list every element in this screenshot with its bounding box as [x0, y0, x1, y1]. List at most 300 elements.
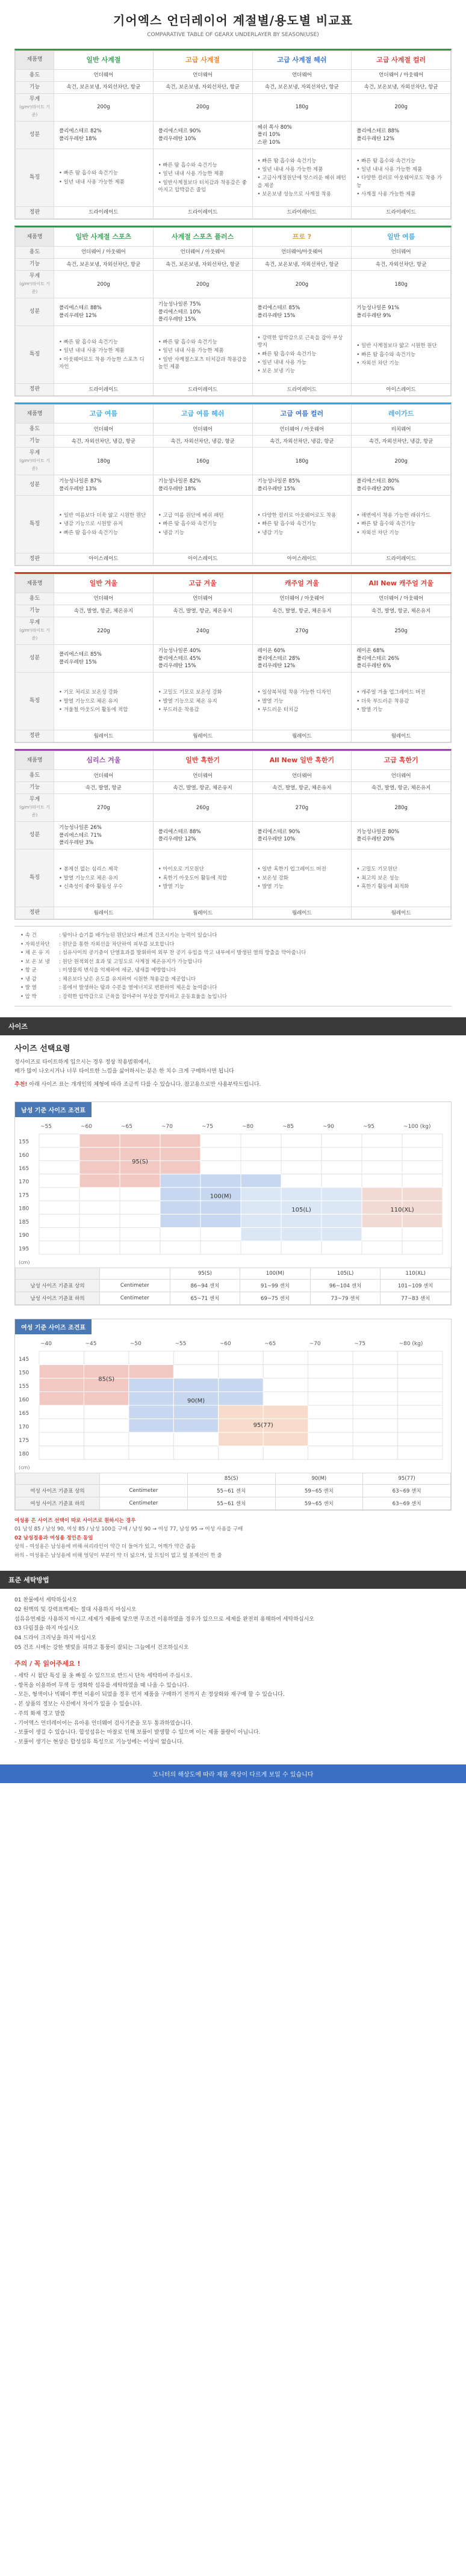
note-row [20, 993, 446, 1001]
row-sublabel: (g/m²/라이트 기준) [19, 628, 50, 641]
size-region-cell [39, 1391, 84, 1405]
size-region-cell [362, 1188, 402, 1201]
product-material [252, 822, 352, 849]
note-key: • 자외선차단 [20, 941, 50, 948]
material-item: 폴리우레탄 15% [257, 312, 296, 319]
grid-cell [84, 1405, 128, 1419]
feature-item: • 일반사계절보다 터치감과 착용감은 좋아지고 압박감은 줄임 [158, 179, 247, 193]
table-row [16, 553, 451, 565]
product-size: 웜레이드 [252, 907, 352, 919]
grid-cell [402, 1160, 443, 1174]
grid-cell [281, 1241, 322, 1254]
product-function: 속건, 보온보냉, 자외선차단, 항균 [153, 81, 252, 93]
product-name: 일반 사계절 [54, 51, 154, 70]
product-use: 언더웨어 / 아웃웨어 [54, 247, 154, 259]
material-item: 폴리우레탄 18% [59, 135, 97, 142]
weight-tick: ~45 [85, 1340, 97, 1347]
material-item: 폴리에스테르 10% [158, 309, 201, 315]
row-label: 용도 [16, 424, 54, 436]
row-label: 기능 [16, 782, 54, 794]
grid-cell [398, 1419, 443, 1432]
material-item: 폴리에스테르 88% [59, 305, 102, 312]
size-row [16, 1292, 451, 1304]
size-region-cell [79, 1147, 120, 1160]
table-row [16, 822, 451, 849]
product-features [153, 149, 252, 207]
product-use: 언더웨어 [352, 770, 451, 782]
grid-cell [263, 1446, 308, 1459]
height-tick: 160 [19, 1397, 30, 1404]
size-region-cell [263, 1405, 308, 1419]
product-use: 언더웨어 [54, 424, 154, 436]
grid-cell [39, 1405, 84, 1419]
product-size: 웜레이드 [352, 730, 451, 742]
feature-item: • 빠른 땀 흡수와 속건기능 [356, 351, 416, 358]
product-table [15, 404, 451, 565]
material-item: 폴리에스테르 88% [356, 128, 400, 135]
product-name: 고급 여름 컬러 [252, 405, 352, 424]
note-row [20, 966, 446, 975]
table-row [16, 730, 451, 742]
size-guide-line-2: 배가 많이 나오시거나 너무 타이트한 느낌을 싫어하시는 분은 한 치수 크게 구매하시면 됩니다 [14, 1068, 234, 1075]
grid-cell [79, 1214, 120, 1227]
table-row [16, 849, 451, 907]
feature-item: • 냉감 기능으로 시원함 유지 [59, 521, 123, 528]
material-item: 폴리우레탄 6% [356, 662, 391, 669]
product-features [153, 326, 252, 384]
material-item: 폴리우레탄 15% [158, 316, 196, 322]
recommend-text: 아래 사이즈 표는 개개인의 체형에 따라 조금씩 다를 수 있습니다. 참고용으로만 사용부탁드립니다. [29, 1081, 261, 1088]
grid-cell [200, 1228, 241, 1241]
size-header: 95(77) [363, 1473, 451, 1484]
product-function: 속건, 보온보냉, 자외선차단, 항균 [352, 81, 451, 93]
size-region-cell [241, 1228, 281, 1241]
row-label: 정판 [16, 907, 54, 919]
feature-item: • 일년 내내 사용 가능 [257, 359, 307, 366]
grid-cell [353, 1405, 397, 1419]
feature-item: • 사계절 사용 가능한 제품 [356, 191, 416, 198]
material-item: 폴리우레탄 9% [356, 312, 391, 319]
product-features [352, 326, 451, 384]
product-function: 속건, 발열, 항균, 체온유지 [54, 605, 154, 617]
row-label: 제품명 [16, 751, 54, 770]
material-item: 폴리에스테르 80% [356, 478, 400, 485]
size-row-label: 남성 사이즈 기준표 하의 [16, 1292, 100, 1304]
material-item: 기능성나일론 91% [356, 305, 400, 312]
product-size: 웜레이드 [54, 907, 154, 919]
material-item: 폴리우레탄 12% [158, 836, 196, 842]
care-items [14, 1596, 452, 1653]
grid-cell [263, 1391, 308, 1405]
size-value: 73~79 센치 [310, 1292, 381, 1304]
product-name: 프로 ? [252, 228, 352, 247]
product-name: 사계절 스포츠 플러스 [153, 228, 252, 247]
product-features [153, 496, 252, 553]
unit-blank [100, 1268, 170, 1279]
size-guide-title: 사이즈 선택요령 [14, 1044, 70, 1053]
product-weight: 240g [153, 617, 252, 645]
size-value: 69~75 센치 [240, 1292, 311, 1304]
size-section-bar: 사이즈 [0, 1017, 466, 1035]
size-region-cell [241, 1188, 281, 1201]
weight-tick: ~80 [242, 1123, 253, 1130]
grid-cell [398, 1364, 443, 1378]
feature-item: • 자외선 차단 기능 [356, 360, 399, 366]
table-row [16, 782, 451, 794]
product-table [15, 574, 451, 742]
product-name: 고급 혹한기 [352, 751, 451, 770]
size-region-cell [160, 1214, 200, 1227]
product-function: 속건, 보온보냉, 자외선차단, 항균 [54, 81, 154, 93]
size-region-cell [173, 1378, 218, 1392]
feature-item: • 빠른 땀 흡수와 속건기능 [59, 339, 118, 346]
row-label: 기능 [16, 81, 54, 93]
product-features [252, 673, 352, 730]
material-item: 기능성나일론 40% [158, 648, 201, 655]
product-material [54, 298, 154, 326]
row-label: 제품명 [16, 51, 54, 70]
material-item: 폴리에스테르 85% [257, 305, 300, 312]
grid-cell [322, 1241, 362, 1254]
product-features [252, 149, 352, 207]
row-label: 기능 [16, 259, 54, 271]
size-header: 100(M) [240, 1268, 311, 1279]
row-label: 특징 [16, 849, 54, 907]
size-region-cell [160, 1188, 200, 1201]
size-region-label: 110(XL) [390, 1206, 414, 1213]
height-tick: 145 [19, 1356, 30, 1363]
product-function: 속건, 자외선차단, 항균 [352, 259, 451, 271]
product-weight: 260g [153, 794, 252, 822]
material-item: 폴리에스테르 26% [356, 655, 400, 662]
grid-cell [362, 1134, 402, 1147]
feature-item: • 빠른 땀 흡수와 속건기능 [59, 529, 118, 536]
feature-item: • 혹한기 아웃도어 활동에 적합 [158, 875, 228, 881]
product-name: 일반 겨울 [54, 575, 154, 593]
product-features [252, 849, 352, 907]
grid-cell [308, 1405, 353, 1419]
height-tick: 170 [19, 1179, 30, 1186]
size-header-row [16, 1473, 451, 1484]
table-row [16, 69, 451, 81]
table-row [16, 575, 451, 593]
size-region-cell [281, 1188, 322, 1201]
grid-cell [281, 1174, 322, 1188]
product-block [14, 49, 452, 220]
grid-cell [353, 1391, 397, 1405]
grid-cell [398, 1405, 443, 1419]
product-features [252, 326, 352, 384]
female-notes [14, 1517, 452, 1560]
feature-item: • 일반 사계절보다 얇고 시원한 원단 [356, 343, 437, 350]
product-material [252, 122, 352, 149]
female-note-5: 하의 - 여성용은 남성용에 비해 엉덩이 부분이 약 더 넓으며, 앞 트임이 없고 옆 봉제선이 한 줄 [14, 1552, 222, 1559]
weight-tick: ~60 [81, 1123, 92, 1130]
size-region-cell [129, 1364, 173, 1378]
size-region-cell [129, 1419, 173, 1432]
material-item: 레이온 68% [356, 648, 385, 655]
grid-cell [129, 1446, 173, 1459]
product-weight: 280g [352, 794, 451, 822]
feature-item: • 다양한 컬러로 아웃웨어로도 착용 [257, 513, 337, 519]
size-region-label: 85(S) [98, 1376, 115, 1383]
material-item: 폴리우레탄 10% [158, 135, 196, 142]
feature-item: • 강력한 압박감으로 근육을 잡아 부상 방지 [257, 334, 343, 349]
product-name: All New 캐주얼 겨울 [352, 575, 451, 593]
note-value: : 몸에서 발생하는 땀과 수분을 열에너지로 변환하여 체온을 높여줍니다 [59, 985, 217, 991]
grid-cell [120, 1228, 160, 1241]
grid-cell [39, 1201, 79, 1214]
page-header [0, 0, 466, 44]
product-name: 고급 사계절 헤쉬 [252, 51, 352, 70]
note-key: • 압 박 [20, 993, 37, 1000]
note-value: : 원단을 통한 자외선을 차단하여 피부를 보호합니다 [59, 941, 175, 948]
table-row [16, 617, 451, 645]
material-item: 레이온 60% [257, 648, 285, 655]
size-intro [0, 1035, 466, 1097]
row-label: 무게 (g/m²/라이트 기준) [16, 448, 54, 475]
product-function: 속건, 보온보냉, 자외선차단, 항균 [252, 81, 352, 93]
row-sublabel: (g/m²/라이트 기준) [19, 805, 50, 818]
care-warning-item: - 모든, 형색이나 빅웨이 뿌연 이용이 되었을 경우 먼저 제품을 구매하기 전까지 손 정상화와 재구매 할 수 있습니다. [14, 1692, 285, 1698]
material-item: 폴리에스테르 85% [59, 652, 102, 658]
grid-cell [308, 1351, 353, 1365]
note-value: : 미생물의 번식을 억제하여 세균, 냄새를 예방합니다 [59, 967, 176, 974]
grid-cell [281, 1160, 322, 1174]
material-item: 폴리우레탄 13% [59, 485, 97, 492]
product-use: 언더웨어 [352, 247, 451, 259]
product-material [352, 645, 451, 673]
product-function: 속건, 자외선차단, 냉감, 항균 [153, 436, 252, 448]
product-use: 언더웨어 / 아웃웨어 [252, 424, 352, 436]
grid-cell [402, 1134, 443, 1147]
grid-cell [120, 1188, 160, 1201]
table-row [16, 271, 451, 298]
grid-cell [322, 1134, 362, 1147]
table-row [16, 475, 451, 496]
grid-cell [200, 1241, 241, 1254]
size-region-cell [402, 1214, 443, 1227]
grid-cell [402, 1174, 443, 1188]
product-material [153, 645, 252, 673]
page-subtitle: COMPARATIVE TABLE OF GEARX UNDERLAYER BY SEASON(USE) [147, 32, 319, 38]
weight-tick: ~40 [40, 1340, 52, 1347]
size-value: 59~65 센치 [275, 1484, 363, 1497]
note-row [20, 949, 446, 957]
note-row [20, 958, 446, 966]
size-region-cell [79, 1174, 120, 1188]
table-row [16, 81, 451, 93]
grid-cell [263, 1364, 308, 1378]
grid-cell [402, 1228, 443, 1241]
product-features [352, 849, 451, 907]
product-function: 속건, 발열, 항균, 체온유지 [252, 782, 352, 794]
material-item: 폴리우레탄 10% [257, 836, 296, 842]
material-item: 폴리에스테르 45% [158, 655, 201, 662]
feature-item: • 일년 내내 사용 가능한 제품 [158, 348, 224, 354]
size-region-cell [200, 1214, 241, 1227]
row-sublabel: (g/m²/라이트 기준) [19, 105, 50, 118]
grid-cell [398, 1351, 443, 1365]
weight-tick: ~65 [264, 1340, 276, 1347]
size-region-cell [79, 1134, 120, 1147]
material-item: 스판 10% [257, 139, 281, 146]
grid-cell [200, 1147, 241, 1160]
feature-item: • 고밀도 기모원단 [356, 866, 398, 873]
size-value: 101~109 센치 [381, 1279, 451, 1292]
product-name: 캐주얼 겨울 [252, 575, 352, 593]
note-value: : 땀이나 습기를 배가능된 원단보다 빠르게 건조시키는 능력이 있습니다 [59, 932, 217, 939]
female-note-2: 01 남성 85 / 남성 90, 여성 85 / 남성 100을 구매 / 남성 90 → 여성 77, 남성 95 → 여성 사용을 구매 [14, 1526, 243, 1533]
size-header: 90(M) [275, 1473, 363, 1484]
female-size-chart [14, 1319, 452, 1511]
product-function: 속건, 보온보냉, 자외선차단, 항균 [252, 259, 352, 271]
size-region-cell [281, 1214, 322, 1227]
grid-cell [308, 1419, 353, 1432]
product-use: 언더웨어 / 아웃웨어 [352, 69, 451, 81]
product-function: 속건, 보온보냉, 자외선차단, 항균 [54, 259, 154, 271]
size-region-cell [402, 1188, 443, 1201]
height-tick: 150 [19, 1370, 30, 1376]
note-value: : 강력한 압박감으로 근육을 잡아주어 부상을 방지하고 운동효율을 높입니다 [59, 993, 228, 1000]
material-item: 기능성나일론 26% [59, 825, 102, 831]
grid-cell [39, 1160, 79, 1174]
table-row [16, 593, 451, 605]
product-size: 아이스레이드 [252, 553, 352, 565]
table-row [16, 496, 451, 553]
material-item: 폴리에스테르 90% [158, 128, 201, 135]
height-tick: 170 [19, 1424, 30, 1431]
size-region-cell [241, 1174, 281, 1188]
size-header: 110(XL) [381, 1268, 451, 1279]
table-row [16, 794, 451, 822]
male-chart-title: 남성 기준 사이즈 조견표 [15, 1102, 92, 1117]
product-function: 속건, 발열, 항균 [54, 782, 154, 794]
height-unit: (cm) [19, 1464, 30, 1470]
grid-cell [129, 1432, 173, 1446]
weight-tick: ~65 [121, 1123, 132, 1130]
note-key: • 항 균 [20, 967, 37, 974]
note-key: • 보 온 보 냉 [20, 958, 50, 965]
product-block [14, 749, 452, 920]
feature-item: • 일년 내내 사용 가능한 제품 [158, 171, 224, 177]
recommend-label: 추천! [14, 1081, 28, 1088]
note-value: : 체온보다 낮은 온도를 유지하여 시원한 착용감을 제공합니다 [59, 976, 196, 982]
table-row [16, 907, 451, 919]
row-label: 제품명 [16, 228, 54, 247]
product-size: 드라이레이드 [153, 384, 252, 396]
product-use: 언더웨어 [153, 770, 252, 782]
care-item: 02 원액의 및 강력표백제는 절대 사용하지 마십시오 [14, 1606, 137, 1613]
grid-cell [398, 1391, 443, 1405]
female-note-3: 02 남성정용과 여성용 정인은 동일 [14, 1535, 93, 1541]
grid-cell [84, 1432, 128, 1446]
weight-tick: ~100 (kg) [403, 1123, 431, 1130]
size-value: 96~104 센치 [310, 1279, 381, 1292]
care-item: 05 건조 시에는 강한 햇빛을 피하고 통풍이 잘되는 그늘에서 건조하십시오 [14, 1644, 189, 1651]
weight-tick: ~85 [282, 1123, 294, 1130]
product-features [54, 326, 154, 384]
feature-item: • 발열 기능 [257, 698, 284, 704]
product-blocks [0, 49, 466, 920]
row-label: 무게 (g/m²/라이트 기준) [16, 94, 54, 122]
row-label: 용도 [16, 69, 54, 81]
size-region-label: 100(M) [210, 1193, 232, 1200]
table-row [16, 298, 451, 326]
size-header: 105(L) [310, 1268, 381, 1279]
row-label: 무게 (g/m²/라이트 기준) [16, 617, 54, 645]
grid-cell [322, 1174, 362, 1188]
grid-cell [173, 1351, 218, 1365]
feature-item: • 부드러운 착용감 [158, 706, 199, 713]
size-region-cell [219, 1405, 263, 1419]
grid-cell [308, 1432, 353, 1446]
feature-item: • 다양한 컬러로 아웃웨어로도 착용 가능 [356, 175, 442, 189]
product-use: 언더웨어 / 아웃웨어 [252, 593, 352, 605]
row-label: 용도 [16, 247, 54, 259]
size-region-label: 105(L) [291, 1206, 311, 1213]
care-warning-item: - 기어엑스 언더레이어는 유아용 언더웨어 검사기준을 모두 통과하였습니다. [14, 1720, 193, 1727]
size-region-cell [160, 1134, 200, 1147]
feature-item: • 최고의 보온 성능 [356, 875, 399, 881]
product-name: 일반 여름 [352, 228, 451, 247]
care-warning-item: - 주의 화재 경고 말씀 [14, 1710, 66, 1717]
height-tick: 175 [19, 1192, 30, 1199]
row-label: 무게 (g/m²/라이트 기준) [16, 271, 54, 298]
size-row [16, 1484, 451, 1497]
feature-item: • 일반 여름보다 더욱 얇고 시원한 원단 [59, 513, 146, 519]
product-material [252, 298, 352, 326]
height-tick: 165 [19, 1165, 30, 1172]
product-material [252, 645, 352, 673]
size-region-cell [39, 1364, 84, 1378]
size-region-cell [39, 1378, 84, 1392]
product-size: 드라이레이드 [352, 553, 451, 565]
page-title: 기어엑스 언더레이어 계절별/용도별 비교표 [113, 13, 353, 28]
grid-cell [39, 1174, 79, 1188]
product-weight: 180g [54, 448, 154, 475]
grid-cell [353, 1419, 397, 1432]
feature-item: • 혹한기 활동에 최적화 [356, 884, 409, 890]
product-function: 속건, 자외선차단, 냉감, 항균 [54, 436, 154, 448]
feature-item: • 빠른 땀 흡수와 속건기능 [257, 521, 317, 528]
row-label: 용도 [16, 593, 54, 605]
feature-item: • 부드러운 터치감 [257, 706, 299, 713]
grid-cell [308, 1391, 353, 1405]
unit-blank [100, 1473, 188, 1484]
table-row [16, 94, 451, 122]
feature-item: • 발열 기능으로 체온 유지 [158, 698, 217, 704]
weight-tick: ~75 [354, 1340, 366, 1347]
note-row [20, 984, 446, 992]
product-name: 고급 여름 [54, 405, 154, 424]
product-material [352, 822, 451, 849]
size-region-cell [160, 1160, 200, 1174]
size-region-cell [120, 1134, 160, 1147]
feature-item: • 발열 기능 [257, 884, 284, 890]
row-label: 제품명 [16, 405, 54, 424]
size-region-cell [160, 1201, 200, 1214]
feature-item: • 발열 기능으로 체온 유지 [59, 875, 118, 881]
care-warning-item: - 본 상품의 정보는 사진에서 차이가 있을 수 있습니다. [14, 1701, 142, 1708]
product-weight: 200g [54, 94, 154, 122]
product-use: 비치웨어 [352, 424, 451, 436]
weight-tick: ~50 [129, 1340, 141, 1347]
row-label: 용도 [16, 770, 54, 782]
grid-cell [281, 1147, 322, 1160]
material-item: 기능성나일론 80% [356, 828, 400, 835]
care-section-bar: 표준 세탁방법 [0, 1571, 466, 1589]
